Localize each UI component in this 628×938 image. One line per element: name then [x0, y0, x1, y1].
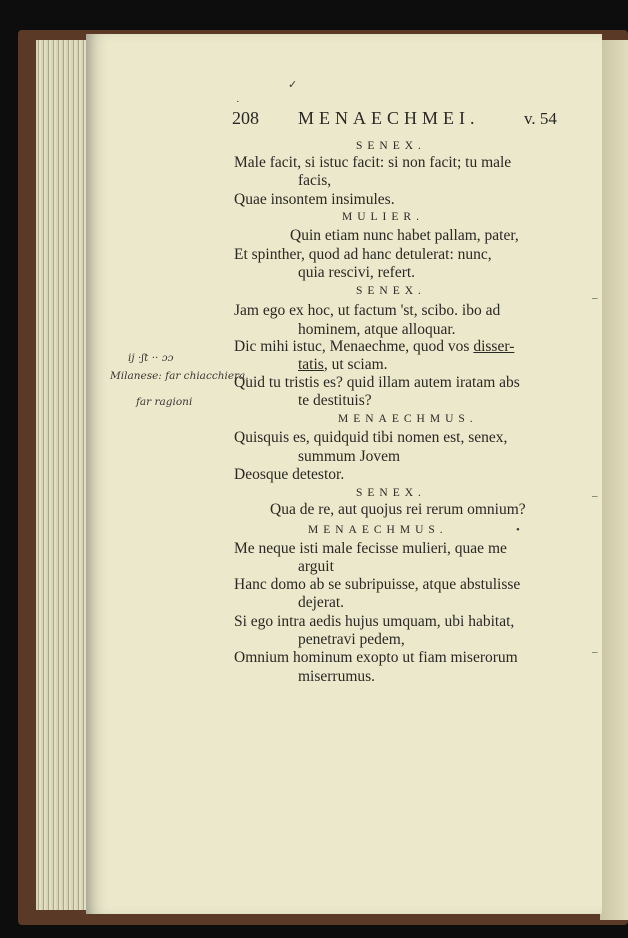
verse-line: Quisquis es, quidquid tibi nomen est, senex, [234, 429, 508, 446]
verse-line: Si ego intra aedis hujus umquam, ubi habitat, [234, 613, 515, 630]
facing-page-edge [600, 40, 628, 920]
marginal-note-fragment: ij ·ʃt ·· ɔɔ [128, 352, 174, 364]
verse-line: miserrumus. [298, 668, 376, 685]
verse-line: dejerat. [298, 594, 345, 611]
book-page [86, 34, 602, 914]
speaker-menaechmus: MENAECHMUS. [308, 524, 448, 536]
verse-line: Deosque detestor. [234, 466, 345, 483]
verse-line: Male facit, si istuc facit: si non facit; tu male [234, 154, 512, 171]
speaker-senex: SENEX. [356, 285, 426, 297]
speaker-menaechmus: MENAECHMUS. [338, 413, 478, 425]
verse-line: facis, [298, 172, 332, 189]
ink-mark: · [236, 96, 240, 108]
page-number: 208 [232, 108, 259, 128]
verse-line: te destituis? [298, 392, 372, 409]
verse-line: Qua de re, aut quojus rei rerum omnium? [270, 501, 526, 518]
verse-line: Quae insontem insimules. [234, 191, 395, 208]
verse-line: Quin etiam nunc habet pallam, pater, [290, 227, 519, 244]
running-header [86, 108, 602, 138]
page-edges [36, 40, 88, 910]
ink-mark: ✓ [288, 79, 298, 91]
verse-line: penetravi pedem, [298, 631, 405, 648]
speaker-senex: SENEX. [356, 140, 426, 152]
verse-line: quia rescivi, refert. [298, 264, 416, 281]
ink-mark: • [516, 524, 520, 536]
speaker-mulier: MULIER. [342, 211, 424, 223]
verse-line: Hanc domo ab se subripuisse, atque abstulisse [234, 576, 521, 593]
verse-line: Me neque isti male fecisse mulieri, quae me [234, 540, 507, 557]
underlined-word: disser- [473, 338, 515, 355]
margin-tick: – [592, 646, 598, 658]
marginal-note: Milanese: far chiacchiera. [110, 370, 249, 382]
verse-line: Omnium hominum exopto ut fiam miserorum [234, 649, 518, 666]
margin-tick: – [592, 490, 598, 502]
verse-line: tatis, ut sciam. [298, 356, 388, 373]
verse-line: Et spinther, quod ad hanc detulerat: nunc, [234, 246, 492, 263]
verse-line: hominem, atque alloquar. [298, 321, 456, 338]
verse-line: summum Jovem [298, 448, 401, 465]
running-title: MENAECHMEI. [298, 108, 480, 128]
speaker-senex: SENEX. [356, 487, 426, 499]
underlined-word: tatis [298, 356, 324, 373]
verse-reference: v. 54 [524, 109, 557, 128]
verse-line: Dic mihi istuc, Menaechme, quod vos disser- [234, 338, 515, 355]
verse-line: arguit [298, 558, 334, 575]
margin-tick: – [592, 292, 598, 304]
marginal-note: far ragioni [136, 396, 193, 408]
verse-line: Jam ego ex hoc, ut factum 'st, scibo. ibo ad [234, 302, 501, 319]
verse-line: Quid tu tristis es? quid illam autem iratam abs [234, 374, 520, 391]
